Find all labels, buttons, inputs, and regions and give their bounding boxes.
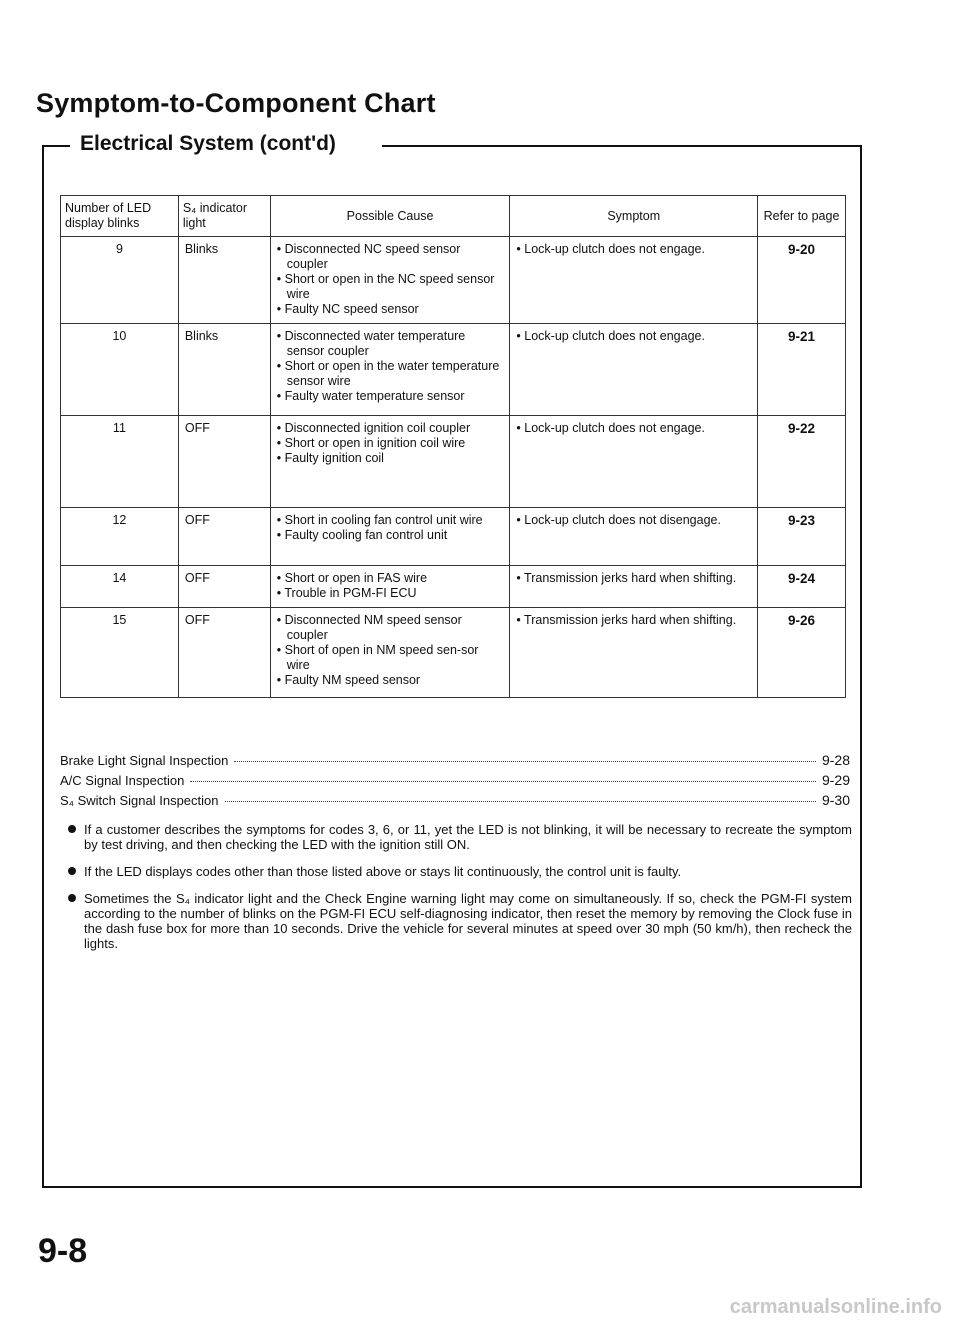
indicator-light-cell: Blinks	[178, 324, 270, 416]
reference-page: 9-28	[821, 752, 850, 768]
cause-item: • Disconnected ignition coil coupler	[276, 421, 471, 435]
possible-cause-cell	[270, 324, 510, 416]
frame-border-top-right	[382, 145, 862, 147]
cause-item: • Disconnected NC speed sensor coupler	[276, 242, 461, 271]
column-header-possible-cause: Possible Cause	[270, 196, 510, 237]
reference-label: A/C Signal Inspection	[60, 773, 185, 788]
blinks-cell: 14	[61, 566, 179, 608]
cause-item: • Faulty NC speed sensor	[276, 302, 419, 316]
dot-leader	[190, 781, 816, 782]
reference-list	[60, 752, 850, 812]
column-header-indicator-light: S₄ indicator light	[178, 196, 270, 237]
table-row	[61, 608, 846, 698]
note-item	[60, 864, 852, 879]
bullet-icon	[68, 867, 76, 875]
column-header-blinks: Number of LED display blinks	[61, 196, 179, 237]
frame-border-left	[42, 145, 44, 1188]
column-header-refer-page: Refer to page	[758, 196, 846, 237]
bullet-icon	[68, 825, 76, 833]
indicator-light-cell: Blinks	[178, 237, 270, 324]
table-row	[61, 416, 846, 508]
page-number: 9-8	[38, 1232, 88, 1270]
cause-item: • Short or open in the water temperature sensor wire	[276, 359, 500, 388]
cause-item: • Short in cooling fan control unit wire	[276, 513, 483, 527]
note-item	[60, 891, 852, 951]
cause-item: • Faulty NM speed sensor	[276, 673, 421, 687]
column-header-symptom: Symptom	[510, 196, 758, 237]
watermark: carmanualsonline.info	[729, 1296, 942, 1318]
blinks-cell: 10	[61, 324, 179, 416]
reference-label: Brake Light Signal Inspection	[60, 753, 229, 768]
table-row	[61, 566, 846, 608]
symptom-cell: • Lock-up clutch does not engage.	[510, 324, 758, 416]
possible-cause-cell	[270, 608, 510, 698]
notes-section	[60, 822, 852, 963]
symptom-cell: • Lock-up clutch does not engage.	[510, 416, 758, 508]
blinks-cell: 11	[61, 416, 179, 508]
refer-page-cell: 9-26	[758, 608, 846, 698]
cause-item: • Disconnected water temperature sensor coupler	[276, 329, 466, 358]
blinks-cell: 12	[61, 508, 179, 566]
indicator-light-cell: OFF	[178, 566, 270, 608]
symptom-component-table	[60, 195, 846, 698]
reference-row	[60, 752, 850, 772]
section-heading: Electrical System (cont'd)	[80, 132, 336, 155]
cause-item: • Short or open in FAS wire	[276, 571, 428, 585]
refer-page-cell: 9-20	[758, 237, 846, 324]
note-text: If a customer describes the symptoms for codes 3, 6, or 11, yet the LED is not blinking, it will be necessary to recreate the symptom by test driving, and then checking the LED with the ignition still ON.	[84, 822, 852, 852]
possible-cause-cell	[270, 508, 510, 566]
symptom-cell: • Lock-up clutch does not engage.	[510, 237, 758, 324]
note-text: If the LED displays codes other than those listed above or stays lit continuously, the control unit is faulty.	[84, 864, 682, 879]
symptom-cell: • Transmission jerks hard when shifting.	[510, 608, 758, 698]
refer-page-cell: 9-23	[758, 508, 846, 566]
cause-item: • Faulty cooling fan control unit	[276, 528, 448, 542]
blinks-cell: 9	[61, 237, 179, 324]
cause-item: • Short or open in the NC speed sensor wire	[276, 272, 495, 301]
note-item	[60, 822, 852, 852]
cause-item: • Trouble in PGM-FI ECU	[276, 586, 417, 600]
reference-row	[60, 792, 850, 812]
indicator-light-cell: OFF	[178, 608, 270, 698]
note-text: Sometimes the S₄ indicator light and the Check Engine warning light may come on simultaneously. If so, check the PGM-FI system according to the number of blinks on the PGM-FI ECU self-diagnosing indicator, then reset the memory by removing the Clock fuse in the dash fuse box for more than 10 seconds. Drive the vehicle for several minutes at speed over 30 mph (50 km/h), then recheck the lights.	[84, 891, 852, 951]
possible-cause-cell	[270, 566, 510, 608]
reference-row	[60, 772, 850, 792]
cause-item: • Faulty water temperature sensor	[276, 389, 465, 403]
frame-border-right	[860, 145, 862, 1188]
reference-page: 9-29	[821, 772, 850, 788]
possible-cause-cell	[270, 416, 510, 508]
refer-page-cell: 9-22	[758, 416, 846, 508]
page-title: Symptom-to-Component Chart	[36, 88, 436, 118]
reference-label: S₄ Switch Signal Inspection	[60, 793, 219, 808]
table-row	[61, 324, 846, 416]
indicator-light-cell: OFF	[178, 508, 270, 566]
table-row	[61, 237, 846, 324]
symptom-cell: • Transmission jerks hard when shifting.	[510, 566, 758, 608]
frame-border-bottom	[42, 1186, 862, 1188]
blinks-cell: 15	[61, 608, 179, 698]
frame-border-top-left	[42, 145, 70, 147]
reference-page: 9-30	[821, 792, 850, 808]
possible-cause-cell	[270, 237, 510, 324]
symptom-cell: • Lock-up clutch does not disengage.	[510, 508, 758, 566]
table-row	[61, 508, 846, 566]
dot-leader	[225, 801, 816, 802]
table-header-row	[61, 196, 846, 237]
cause-item: • Short of open in NM speed sen-sor wire	[276, 643, 479, 672]
refer-page-cell: 9-24	[758, 566, 846, 608]
cause-item: • Faulty ignition coil	[276, 451, 384, 465]
bullet-icon	[68, 894, 76, 902]
dot-leader	[234, 761, 816, 762]
cause-item: • Disconnected NM speed sensor coupler	[276, 613, 462, 642]
indicator-light-cell: OFF	[178, 416, 270, 508]
refer-page-cell: 9-21	[758, 324, 846, 416]
cause-item: • Short or open in ignition coil wire	[276, 436, 466, 450]
